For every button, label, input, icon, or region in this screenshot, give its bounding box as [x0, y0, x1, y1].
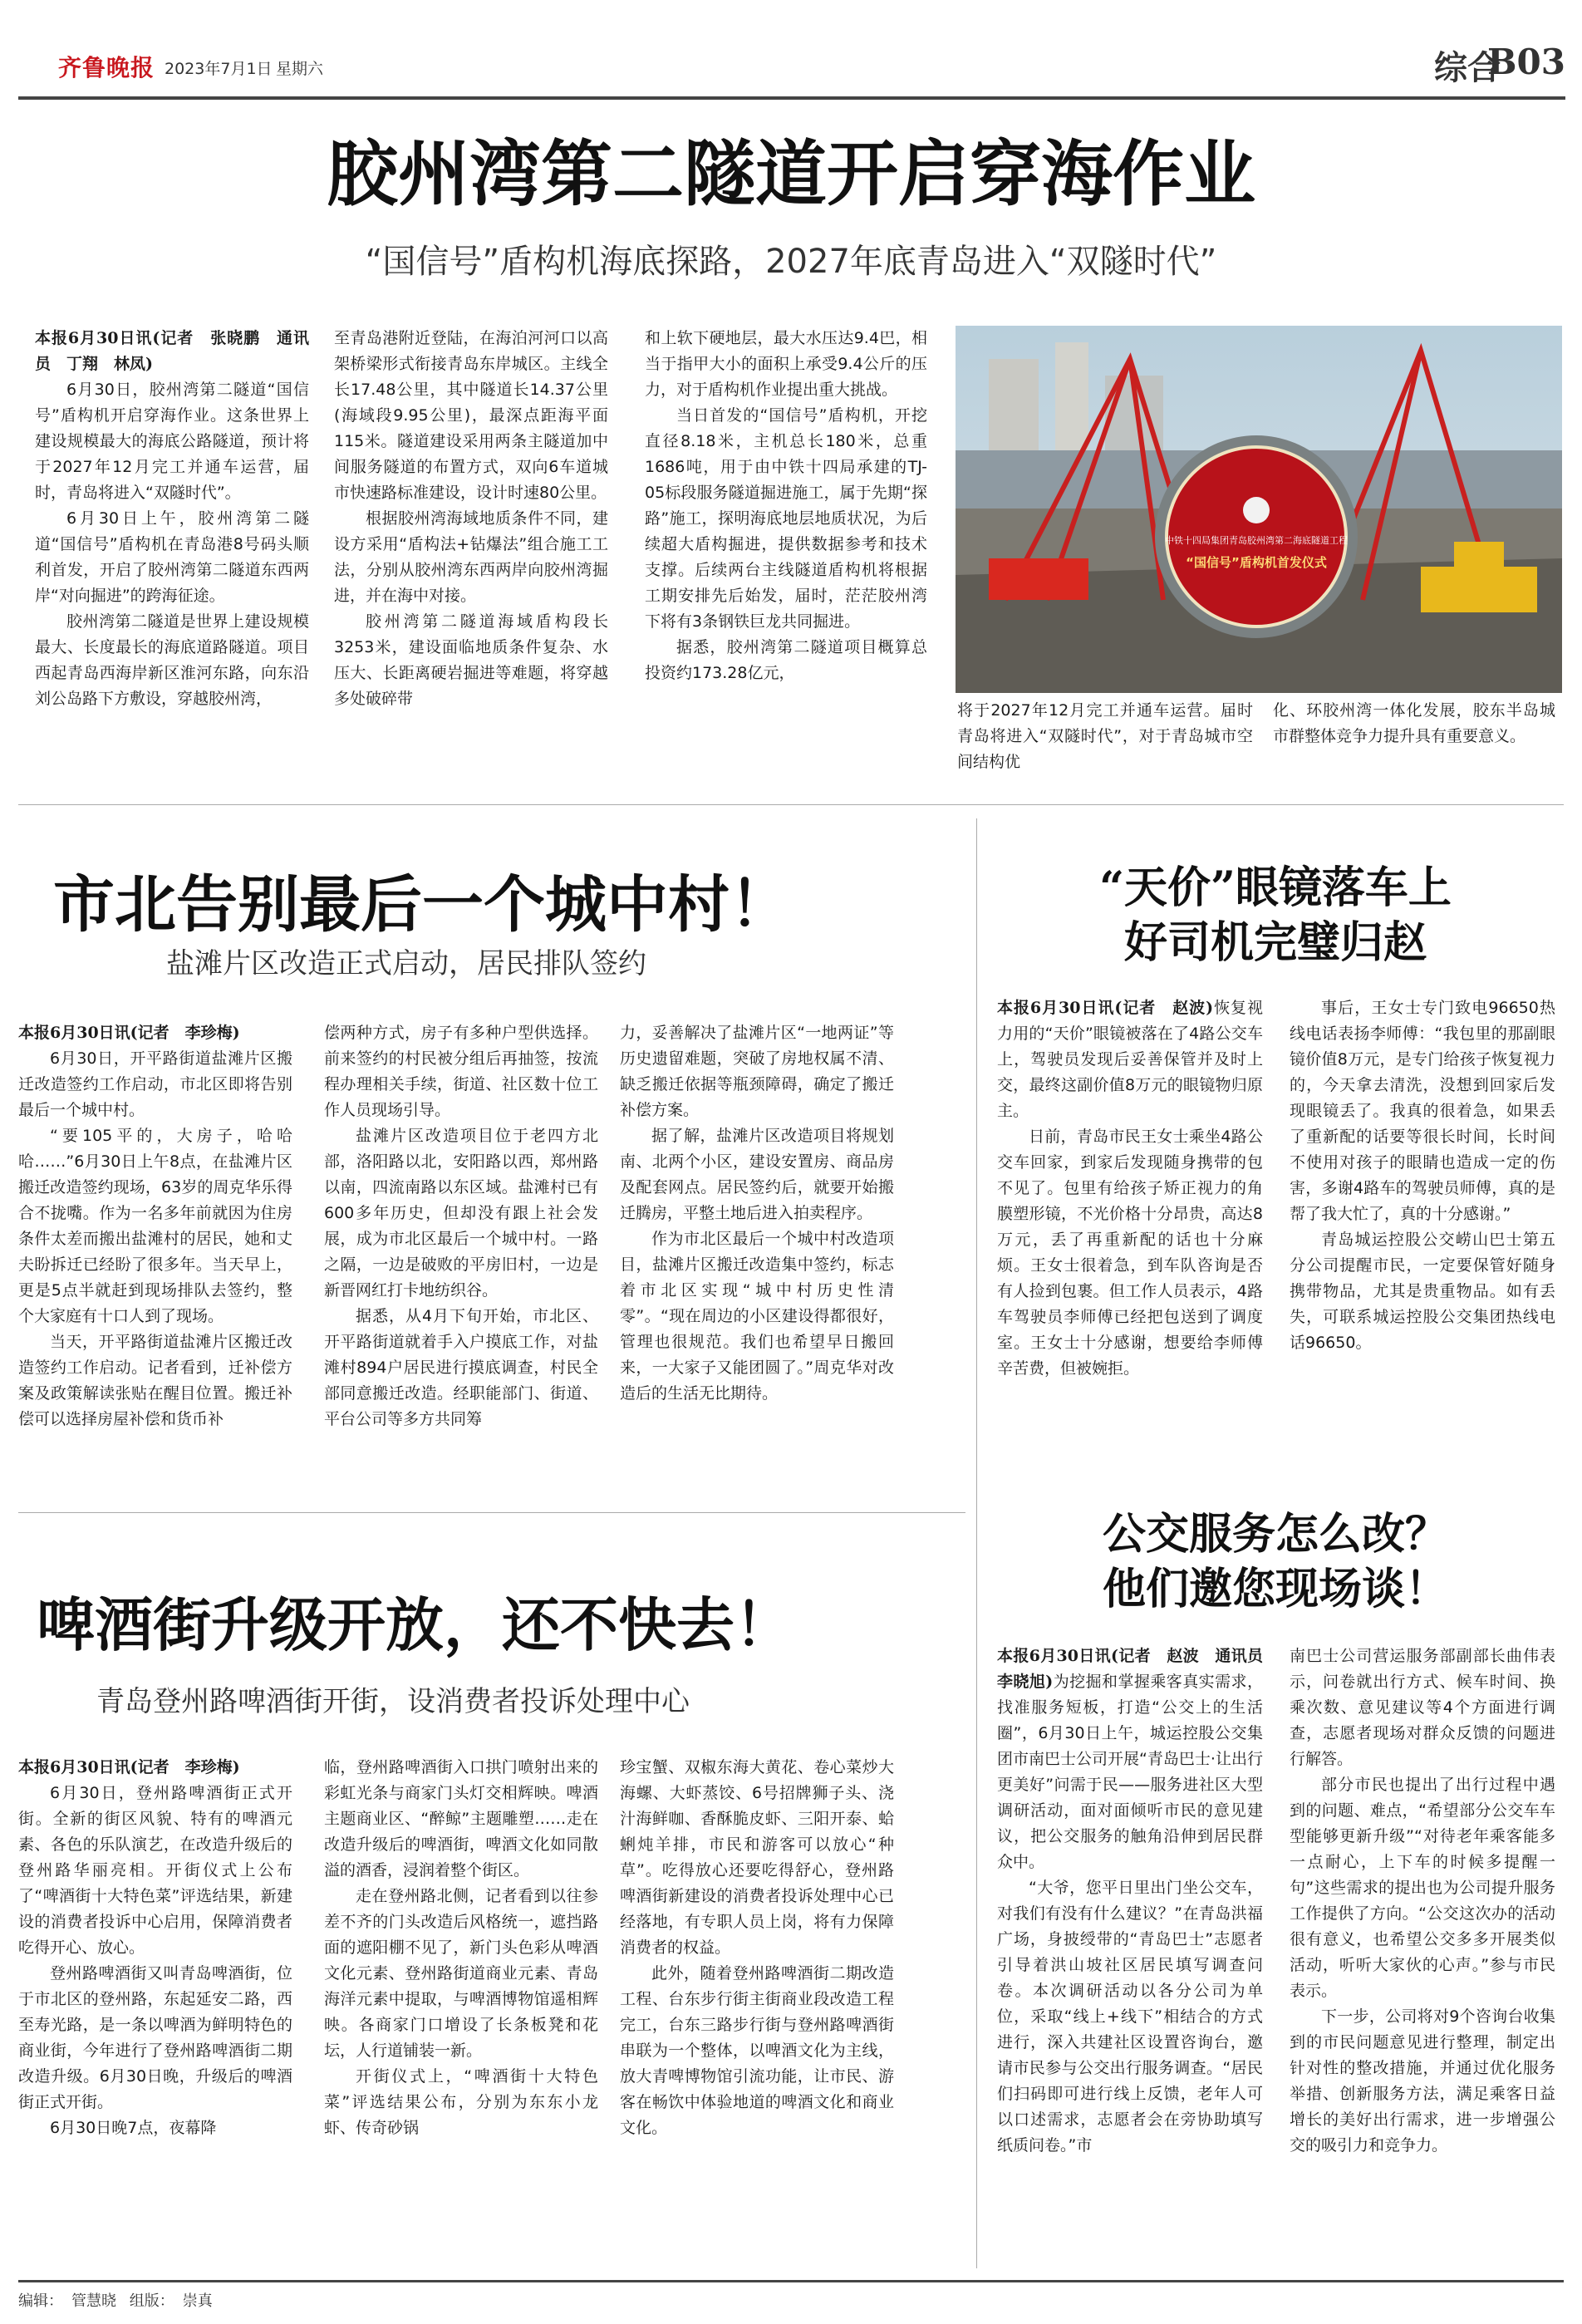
article5-headline-line2: 他们邀您现场谈！ — [1102, 1564, 1448, 1614]
article3-column-2 — [1290, 995, 1555, 1411]
article1-column-3 — [645, 326, 927, 779]
newspaper-logo: 齐鲁晚报 — [58, 54, 155, 81]
article3-headline-line1: “天价”眼镜落车上 — [1099, 862, 1452, 913]
section-divider — [18, 804, 1564, 805]
issue-date: 2023年7月1日 — [165, 60, 273, 78]
article5-paragraph: 为挖掘和掌握乘客真实需求，找准服务短板，打造“公交上的生活圈”，6月30日上午，城运控股公交集团市南巴士公司开展“青岛巴士·让出行更美好”问需于民——服务进社区大型调研活动，面对面倾听市民的意见建议，把公交服务的触角沿伸到居民群众中。 — [997, 1673, 1263, 1871]
article1-paragraph: 胶州湾第二隧道海域盾构段长3253米，建设面临地质条件复杂、水压大、长距离硬岩掘进等难题，将穿越多处破碎带 — [334, 612, 608, 708]
article3-column-1 — [997, 995, 1263, 1411]
article4-headline: 啤酒街升级开放，还不快去！ — [37, 1590, 793, 1659]
article3-headline-line2: 好司机完璧归赵 — [1123, 917, 1427, 968]
article1-column-1 — [35, 326, 309, 779]
article1-column-2 — [334, 326, 608, 779]
article1-paragraph: 至青岛港附近登陆，在海泊河河口以高架桥梁形式衔接青岛东岸城区。主线全长17.48公里，其中隧道长14.37公里(海域段9.95公里)，最深点距海平面115米。隧道建设采用两条主隧道加中间服务隧道的布置方式，双向6车道城市快速路标准建设，设计时速80公里。 — [334, 329, 608, 502]
article1-subhead: “国信号”盾构机海底探路，2027年底青岛进入“双隧时代” — [365, 243, 1217, 281]
page-footer — [18, 2280, 1564, 2313]
editor-label: 编辑： — [18, 2292, 63, 2310]
article2-paragraph: 据了解，盐滩片区改造项目将规划南、北两个小区，建设安置房、商品房及配套网点。居民签约后，就要开始搬迁腾房，平整土地后进入拍卖程序。 — [620, 1127, 894, 1222]
tunnel-launch-photo-art — [956, 326, 1562, 693]
column-divider — [976, 818, 977, 2268]
article1-paragraph: 当日首发的“国信号”盾构机，开挖直径8.18米，主机总长180米，总重1686吨，用于由中铁十四局承建的TJ-05标段服务隧道掘进施工，属于先期“探路”施工，探明海底地层地质状况，为后续超大盾构掘进，提供数据参考和技术支撑。后续两台主线隧道盾构机将根据工期安排先后始发，届时，茫茫胶州湾下将有3条钢铁巨龙共同掘进。 — [645, 406, 927, 631]
article4-subhead: 青岛登州路啤酒街开街，设消费者投诉处理中心 — [96, 1685, 690, 1718]
article2-paragraph: 6月30日，开平路街道盐滩片区搬迁改造签约工作启动，市北区即将告别最后一个城中村。 — [18, 1049, 292, 1119]
page-masthead — [18, 35, 1565, 101]
article4-paragraph: 珍宝蟹、双椒东海大黄花、卷心菜炒大海螺、大虾蒸饺、6号招牌狮子头、浇汁海鲜咖、香酥脆皮虾、三阳开泰、蛤蜊炖羊排，市民和游客可以放心“种草”。吃得放心还要吃得舒心，登州路啤酒街新建设的消费者投诉处理中心已经落地，有专职人员上岗，将有力保障消费者的权益。 — [620, 1758, 894, 1957]
article4-paragraph: 开街仪式上，“啤酒街十大特色菜”评选结果公布，分别为东东小龙虾、传奇砂锅 — [324, 2067, 598, 2137]
article4-byline: 本报6月30日讯(记者 李珍梅) — [18, 1758, 240, 1776]
page-number: B03 — [1487, 42, 1565, 82]
article2-subhead: 盐滩片区改造正式启动，居民排队签约 — [166, 947, 646, 980]
masthead-rule — [18, 96, 1565, 100]
article3-byline: 本报6月30日讯(记者 赵波) — [997, 999, 1214, 1017]
article4-paragraph: 登州路啤酒街又叫青岛啤酒街，位于市北区的登州路，东起延安二路，西至寿光路，是一条以啤酒为鲜明特色的商业街，今年进行了登州路啤酒街二期改造升级。6月30日晚，升级后的啤酒街正式开街。 — [18, 1964, 292, 2111]
article2-column-3 — [620, 1020, 894, 1486]
article5-column-1 — [997, 1644, 1280, 2275]
photo-sign-sub: “国信号”盾构机首发仪式 — [1186, 555, 1327, 570]
article2-byline: 本报6月30日讯(记者 李珍梅) — [18, 1024, 240, 1042]
article5-column-2 — [1290, 1644, 1555, 2275]
article1-byline: 本报6月30日讯(记者 张晓鹏 通讯员 丁翔 林凤) — [35, 329, 309, 373]
section-name: 综合 — [1434, 49, 1501, 87]
editor-name: 管慧晓 — [71, 2292, 116, 2310]
article2-paragraph: “要105平的，大房子，哈哈哈……”6月30日上午8点，在盐滩片区搬迁改造签约现场，63岁的周克华乐得合不拢嘴。作为一名多年前就因为住房条件太差而搬出盐滩村的居民，她和丈夫盼拆迁已经盼了很多年。当天早上，更是5点半就赶到现场排队去签约，整个大家庭有十口人到了现场。 — [18, 1127, 292, 1325]
article2-paragraph: 偿两种方式，房子有多种户型供选择。前来签约的村民被分组后再抽签，按流程办理相关手续，街道、社区数十位工作人员现场引导。 — [324, 1024, 598, 1119]
article1-caption-left: 将于2027年12月完工并通车运营。届时青岛将进入“双隧时代”，对于青岛城市空间结构优 — [957, 701, 1253, 771]
article2-paragraph: 力，妥善解决了盐滩片区“一地两证”等历史遗留难题，突破了房地权属不清、缺乏搬迁依据等瓶颈障碍，确定了搬迁补偿方案。 — [620, 1024, 894, 1119]
article4-paragraph: 6月30日，登州路啤酒街正式开街。全新的街区风貌、特有的啤酒元素、各色的乐队演艺，在改造升级后的登州路华丽亮相。开街仪式上公布了“啤酒街十大特色菜”评选结果，新建设的消费者投诉中心启用，保障消费者吃得开心、放心。 — [18, 1784, 292, 1957]
layout-name: 崇真 — [182, 2292, 213, 2310]
article5-headline-line1: 公交服务怎么改？ — [1102, 1509, 1448, 1560]
article3-paragraph: 事后，王女士专门致电96650热线电话表扬李师傅：“我包里的那副眼镜价值8万元，是专门给孩子恢复视力的，今天拿去清洗，没想到回家后发现眼镜丢了。我真的很着急，如果丢了重新配的话要等很长时间，长时间不使用对孩子的眼睛也造成一定的伤害，多谢4路车的驾驶员师傅，真的是帮了我大忙了，真的十分感谢。” — [1290, 999, 1555, 1223]
article1-paragraph: 和上软下硬地层，最大水压达9.4巴，相当于指甲大小的面积上承受9.4公斤的压力，对于盾构机作业提出重大挑战。 — [645, 329, 927, 399]
tunnel-launch-photo — [956, 326, 1562, 693]
layout-label: 组版： — [129, 2292, 174, 2310]
article4-column-3 — [620, 1755, 894, 2270]
article5-byline: 本报6月30日讯(记者 赵波 通讯员 李晓旭) — [997, 1647, 1280, 1691]
article4-column-2 — [324, 1755, 598, 2270]
article2-paragraph: 据悉，从4月下旬开始，市北区、开平路街道就着手入户摸底工作，对盐滩村894户居民进行摸底调查，村民全部同意搬迁改造。经职能部门、街道、平台公司等多方共同筹 — [324, 1307, 598, 1428]
article2-paragraph: 当天，开平路街道盐滩片区搬迁改造签约工作启动。记者看到，迁补偿方案及政策解读张贴在醒目位置。搬迁补偿可以选择房屋补偿和货币补 — [18, 1333, 292, 1428]
section-divider — [18, 1512, 965, 1513]
article3-paragraph: 日前，青岛市民王女士乘坐4路公交车回家，到家后发现随身携带的包不见了。包里有给孩子矫正视力的角膜塑形镜，不光价格十分昂贵，高达8万元，丢了再重新配的话也十分麻烦。王女士很着急，到车队咨询是否有人捡到包裹。但工作人员表示，4路车驾驶员李师傅已经把包送到了调度室。王女士十分感谢，想要给李师傅辛苦费，但被婉拒。 — [997, 1128, 1263, 1378]
article4-paragraph: 此外，随着登州路啤酒街二期改造工程、台东步行街主街商业段改造工程完工，台东三路步行街与登州路啤酒街串联为一个整体，以啤酒文化为主线，放大青啤博物馆引流功能，让市民、游客在畅饮中体验地道的啤酒文化和商业文化。 — [620, 1964, 894, 2137]
article2-paragraph: 盐滩片区改造项目位于老四方北部，洛阳路以北，安阳路以西，郑州路以南，四流南路以东区域。盐滩村已有600多年历史，但却没有跟上社会发展，成为市北区最后一个城中村。一路之隔，一边是破败的平房旧村，一边是新晋网红打卡地纺织谷。 — [324, 1127, 598, 1300]
article2-column-2 — [324, 1020, 598, 1486]
article1-paragraph: 根据胶州湾海域地质条件不同，建设方采用“盾构法+钻爆法”组合施工工法，分别从胶州湾东西两岸向胶州湾掘进，并在海中对接。 — [334, 509, 608, 605]
article5-paragraph: 南巴士公司营运服务部副部长曲伟表示，问卷就出行方式、候车时间、换乘次数、意见建议等4个方面进行调查，志愿者现场对群众反馈的问题进行解答。 — [1290, 1647, 1555, 1768]
article1-paragraph: 据悉，胶州湾第二隧道项目概算总投资约173.28亿元， — [645, 638, 927, 682]
article1-paragraph: 6月30日，胶州湾第二隧道“国信号”盾构机开启穿海作业。这条世界上建设规模最大的海底公路隧道，预计将于2027年12月完工并通车运营，届时，青岛将进入“双隧时代”。 — [35, 381, 309, 502]
article3-paragraph: 恢复视力用的“天价”眼镜被落在了4路公交车上，驾驶员发现后妥善保管并及时上交，最终这副价值8万元的眼镜物归原主。 — [997, 999, 1263, 1120]
photo-sign-main: 中铁十四局集团青岛胶州湾第二海底隧道工程 — [1165, 535, 1348, 546]
article2-paragraph: 作为市北区最后一个城中村改造项目，盐滩片区搬迁改造集中签约，标志着市北区实现“城中村历史性清零”。“现在周边的小区建设得都很好，管理也很规范。我们也希望早日搬回来，一大家子又能团圆了。”周克华对改造后的生活无比期待。 — [620, 1230, 894, 1403]
issue-weekday: 星期六 — [276, 60, 324, 78]
article1-headline: 胶州湾第二隧道开启穿海作业 — [327, 132, 1255, 216]
article4-paragraph: 临，登州路啤酒街入口拱门喷射出来的彩虹光条与商家门头灯交相辉映。啤酒主题商业区、“醉鲸”主题雕塑……走在改造升级后的啤酒街，啤酒文化如同散溢的酒香，浸润着整个街区。 — [324, 1758, 598, 1879]
article4-paragraph: 6月30日晚7点，夜幕降 — [50, 2119, 217, 2137]
article2-headline: 市北告别最后一个城中村！ — [53, 869, 791, 941]
article1-paragraph: 胶州湾第二隧道是世界上建设规模最大、长度最长的海底道路隧道。项目西起青岛西海岸新区淮河东路，向东沿刘公岛路下方敷设，穿越胶州湾， — [35, 612, 309, 708]
article4-column-1 — [18, 1755, 292, 2270]
article1-paragraph: 6月30日上午，胶州湾第二隧道“国信号”盾构机在青岛港8号码头顺利首发，开启了胶州湾第二隧道东西两岸“对向掘进”的跨海征途。 — [35, 509, 309, 605]
article3-paragraph: 青岛城运控股公交崂山巴士第五分公司提醒市民，一定要保管好随身携带物品，尤其是贵重物品。如有丢失，可联系城运控股公交集团热线电话96650。 — [1290, 1231, 1555, 1352]
article5-paragraph: 下一步，公司将对9个咨询台收集到的市民问题意见进行整理，制定出针对性的整改措施，并通过优化服务举措、创新服务方法，满足乘客日益增长的美好出行需求，进一步增强公交的吸引力和竞争力。 — [1290, 2007, 1555, 2154]
article2-column-1 — [18, 1020, 292, 1486]
article1-caption-right: 化、环胶州湾一体化发展，胶东半岛城市群整体竞争力提升具有重要意义。 — [1273, 701, 1555, 745]
article5-paragraph: “大爷，您平日里出门坐公交车，对我们有没有什么建议？”在青岛洪福广场，身披绶带的“青岛巴士”志愿者引导着洪山坡社区居民填写调查问卷。本次调研活动以各分公司为单位，采取“线上+线下”相结合的方式进行，深入共建社区设置咨询台，邀请市民参与公交出行服务调查。“居民们扫码即可进行线上反馈，老年人可以口述需求，志愿者会在旁协助填写纸质问卷。”市 — [997, 1879, 1263, 2154]
article5-paragraph: 部分市民也提出了出行过程中遇到的问题、难点，“希望部分公交车车型能够更新升级”“对待老年乘客能多一点耐心，上下车的时候多提醒一句”这些需求的提出也为公司提升服务工作提供了方向。“公交这次办的活动很有意义，也希望公交多多开展类似活动，听听大家伙的心声。”参与市民表示。 — [1290, 1776, 1555, 2000]
article4-paragraph: 走在登州路北侧，记者看到以往参差不齐的门头改造后风格统一，遮挡路面的遮阳棚不见了，新门头色彩从啤酒文化元素、登州路街道商业元素、青岛海洋元素中提取，与啤酒博物馆遥相辉映。各商家门口增设了长条板凳和花坛，人行道铺装一新。 — [324, 1887, 598, 2060]
